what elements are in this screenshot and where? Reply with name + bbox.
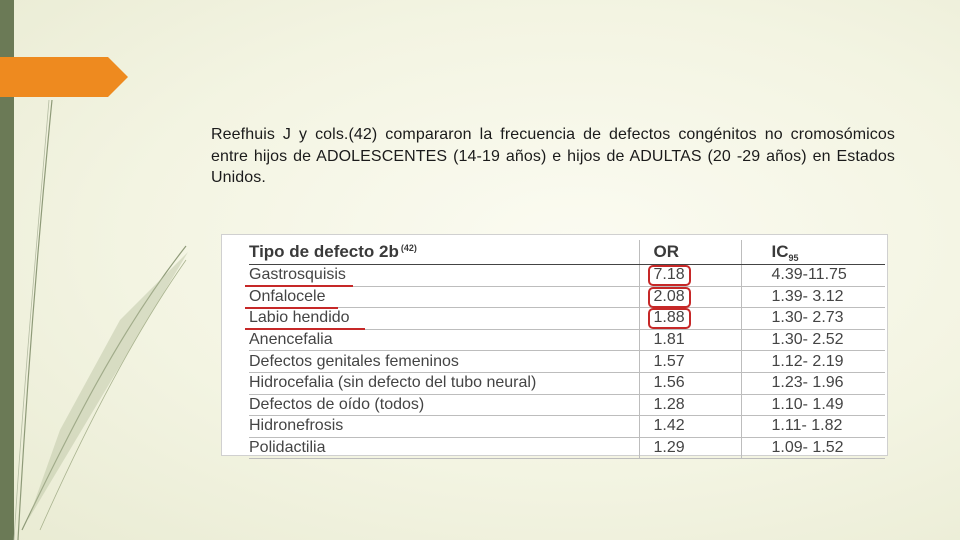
ic-cell: 1.30- 2.52 [741, 329, 885, 351]
defect-cell: Onfalocele [249, 286, 639, 308]
table-row [249, 308, 885, 330]
table-row [249, 394, 885, 416]
header-defect-type: Tipo de defecto 2b $^{(42)}$ [249, 240, 639, 265]
table-row [249, 351, 885, 373]
defect-cell: Defectos de oído (todos) [249, 394, 639, 416]
or-cell: 1.42 [639, 416, 741, 438]
defect-cell: Defectos genitales femeninos [249, 351, 639, 373]
table-row [249, 329, 885, 351]
or-cell: 1.88 [639, 308, 741, 330]
header-ic-subscript: 95 [788, 252, 799, 263]
defect-cell: Hidrocefalia (sin defecto del tubo neural) [249, 372, 639, 394]
header-ic: $IC_{95}$ [741, 240, 885, 265]
ic-cell: 1.39- 3.12 [741, 286, 885, 308]
table-row [249, 265, 885, 287]
table-row [249, 286, 885, 308]
defect-cell: Labio hendido [249, 308, 639, 330]
table-row [249, 416, 885, 438]
defects-table [249, 240, 885, 459]
slide-paragraph: Reefhuis J y cols.(42) compararon la frecuencia de defectos congénitos no cromosómicos entre hijos de ADOLESCENTES (14-19 años) e hijos de ADULTAS (20 -29 años) en Estados Unidos. [211, 126, 895, 186]
ic-cell: 1.23- 1.96 [741, 372, 885, 394]
table-row [249, 437, 885, 459]
ic-cell: 1.12- 2.19 [741, 351, 885, 373]
or-cell: 1.57 [639, 351, 741, 373]
ic-cell: 1.30- 2.73 [741, 308, 885, 330]
or-cell: 1.81 [639, 329, 741, 351]
defect-cell: Anencefalia [249, 329, 639, 351]
or-cell: 2.08 [639, 286, 741, 308]
ic-cell: 1.11- 1.82 [741, 416, 885, 438]
defect-cell: Hidronefrosis [249, 416, 639, 438]
orange-accent-tab [0, 57, 128, 97]
or-cell: 1.28 [639, 394, 741, 416]
table-header-row [249, 240, 885, 265]
ic-cell: 1.10- 1.49 [741, 394, 885, 416]
ic-cell: 1.09- 1.52 [741, 437, 885, 459]
defect-cell: Gastrosquisis [249, 265, 639, 287]
or-cell: 7.18 [639, 265, 741, 287]
header-or: OR [639, 240, 741, 265]
ic-cell: 4.39-11.75 [741, 265, 885, 287]
header-citation: (42) [400, 243, 417, 253]
defect-cell: Polidactilia [249, 437, 639, 459]
or-cell: 1.56 [639, 372, 741, 394]
or-cell: 1.29 [639, 437, 741, 459]
table-row [249, 372, 885, 394]
defects-table-panel [221, 234, 888, 456]
